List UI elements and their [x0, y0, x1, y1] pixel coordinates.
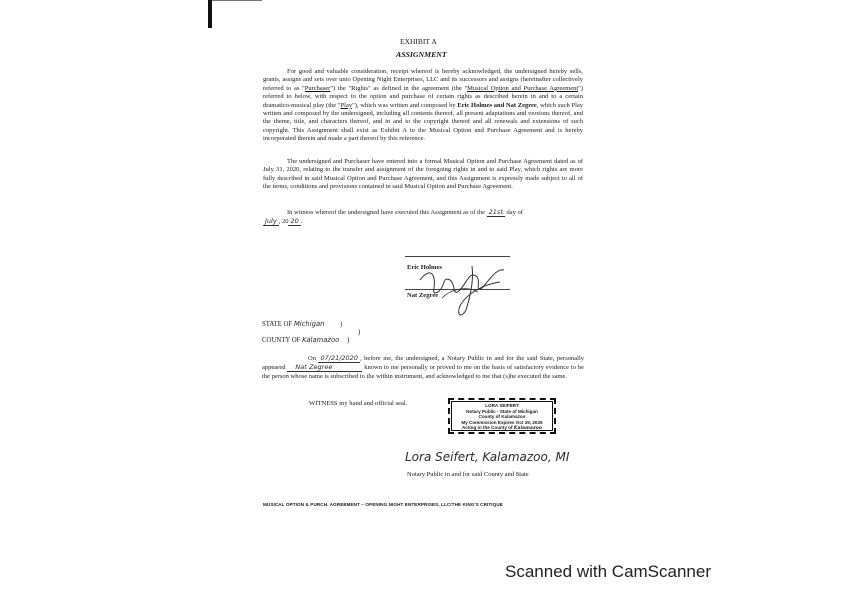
witness-paragraph: In witness whereof the undersigned have executed this Assignment as of the 21st day of July , 20 20 . — [265, 208, 523, 226]
agreement-term: Musical Option and Purchase Agreement — [467, 84, 579, 92]
scan-edge-line — [212, 0, 262, 1]
scan-edge-mark — [208, 0, 212, 28]
signer-name-eric: Eric Holmes — [407, 264, 442, 271]
state-line: STATE OF Michigan ) — [262, 320, 343, 328]
handwritten-year: 20 — [290, 217, 299, 226]
scanned-page: EXHIBIT A ASSIGNMENT For good and valuable consideration, receipt whereof is hereby acknowledged, the undersigned hereby sells, grants, assigns and sets over unto Opening Night Enterprises, LLC and its successors and assigns (hereinafter collectively referred to as "Purchaser") the "Rights" as defined in the agreement (the "Musical Option and Purchase Agreement") referred to below, with respect to the option and purchase of certain rights as described herein in and to a certain dramatico-musical play (the "Play"), which was written and composed by Eric Holmes and Nat Zegree, which such Play written and composed by the undersigned, including all contents thereof, all present adaptations and versions thereof, and the theme, title, and characters thereof, and in and to the copyright thereof and all renewals and extensions of such copyright. This Assignment shall exist as Exhibit A to the Musical Option and Purchase Agreement and is hereby incorporated therein and made a part thereof by this reference. The undersigned and Purchaser have entered into a formal Musical Option and Purchase Agreement dated as of July 31, 2020, relating to the transfer and assignment of the foregoing rights in and to said Play, which rights are more fully described in said Musical Option and Purchase Agreement, and this Assignment is expressly made subject to all of the terms, conditions and provisions contained in said Musical Option and Purchase Agreement. In witness whereof the undersigned have executed this Assignment as of the 21st day of July , 20 20 . Eric Holmes Nat Zegree STATE OF Michigan ) ) COUNTY OF Kalamazoo ) On 07/21/2020 , before me, the undersigned, a Notary Public in and for the said State, personally appeared Nat Zegree known to me personally or proved to me on the basis of satisfactory evidence to be the person whose name is subscribed to the within instrument, and acknowledged to me that (s)he executed the same. WITNESS my hand and official seal. LORA SEIFERT Notary Public - State of Michigan County of Kalamazoo My Commission Expires Oct 29, 2025 Acting in the County of Kalamazoo Lora Seifert, Kalamazoo, MI Notary Public in and for said County and State MUSICAL OPTION & PURCH. AGREEMENT – OPENING NIGHT ENTERPRISES, LLC/THE KING'S CRITIQUE Scanned with CamScanner — [0, 0, 842, 595]
witness-line: WITNESS my hand and official seal. — [309, 400, 408, 407]
assignment-title: ASSIGNMENT — [396, 50, 447, 59]
county-line: COUNTY OF Kalamazoo ) — [262, 336, 350, 344]
handwritten-state: Michigan — [293, 320, 325, 328]
assignment-paragraph-2: The undersigned and Purchaser have entered into a formal Musical Option and Purchase Agreement dated as of July 31, 2020, relating to the transfer and assignment of the foregoing rights in and to said Play, which rights are more fully described in said Musical Option and Purchase Agreement, and this Assignment is expressly made subject to all of the terms, conditions and provisions contained in said Musical Option and Purchase Agreement. — [263, 158, 583, 191]
exhibit-label: EXHIBIT A — [400, 37, 437, 46]
play-term: Play — [340, 101, 353, 109]
notary-handwritten-signature: Lora Seifert, Kalamazoo, MI — [405, 450, 570, 464]
notary-caption: Notary Public in and for said County and State — [407, 471, 529, 478]
notary-seal-stamp: LORA SEIFERT Notary Public - State of Michigan County of Kalamazoo My Commission Expires Oct 29, 2025 Acting in the County of Kalamazoo — [448, 398, 556, 434]
notary-acknowledgment: On 07/21/2020 , before me, the undersigned, a Notary Public in and for the said State, personally appeared Nat Zegree known to me personally or proved to me on the basis of satisfactory evidence to be the person whose name is subscribed to the within instrument, and acknowledged to me that (s)he executed the same. — [262, 354, 585, 380]
page-footer: MUSICAL OPTION & PURCH. AGREEMENT – OPENING NIGHT ENTERPRISES, LLC/THE KING'S CRITIQUE — [263, 502, 503, 507]
handwritten-appeared-name: Nat Zegree — [287, 363, 362, 372]
handwritten-signature — [412, 258, 522, 320]
signature-line-eric — [405, 256, 510, 257]
handwritten-month: July — [265, 217, 277, 226]
handwritten-day: 21st — [488, 208, 503, 216]
signer-name-nat: Nat Zegree — [407, 292, 439, 299]
assignment-paragraph-1: For good and valuable consideration, receipt whereof is hereby acknowledged, the undersigned hereby sells, grants, assigns and sets over unto Opening Night Enterprises, LLC and its successors and assigns (hereinafter collectively referred to as "Purchaser") the "Rights" as defined in the agreement (the "Musical Option and Purchase Agreement") referred to below, with respect to the option and purchase of certain rights as described herein in and to a certain dramatico-musical play (the "Play"), which was written and composed by Eric Holmes and Nat Zegree, which such Play written and composed by the undersigned, including all contents thereof, all present adaptations and versions thereof, and the theme, title, and characters thereof, and in and to the copyright thereof and all renewals and extensions of such copyright. This Assignment shall exist as Exhibit A to the Musical Option and Purchase Agreement and is hereby incorporated therein and made a part thereof by this reference. — [263, 68, 584, 143]
purchaser-term: Purchaser — [304, 84, 331, 92]
camscanner-watermark: Scanned with CamScanner — [505, 562, 712, 581]
handwritten-county: Kalamazoo — [302, 336, 340, 344]
authors-names: Eric Holmes and Nat Zegree — [457, 101, 537, 109]
handwritten-date: 07/21/2020 — [320, 354, 358, 362]
